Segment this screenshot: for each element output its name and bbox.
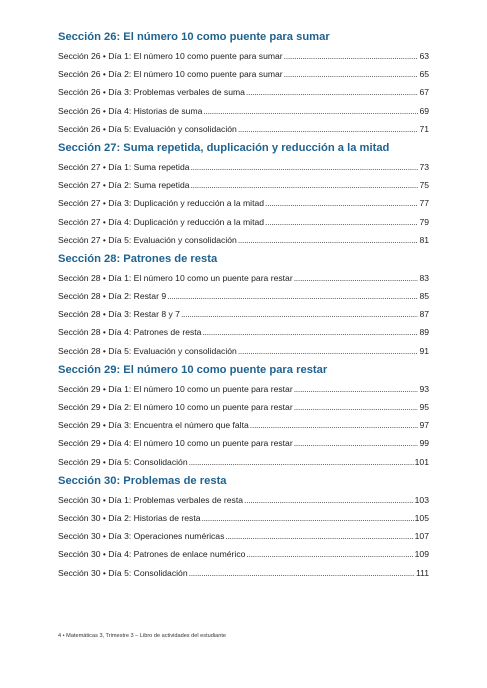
dot-leader [189,456,414,468]
entry-label: Sección 30 • Día 5: Consolidación [58,567,188,578]
toc-entry[interactable] [58,216,429,228]
section-heading: Sección 27: Suma repetida, duplicación y reducción a la mitad [58,141,390,154]
dot-leader [189,567,415,579]
toc-entry[interactable] [58,290,429,302]
entry-page-number: 97 [419,420,429,431]
entry-label: Sección 28 • Día 3: Restar 8 y 7 [58,309,180,320]
dot-leader [294,401,419,413]
dot-leader [191,161,419,173]
section-heading: Sección 28: Patrones de resta [58,252,218,265]
toc-entry[interactable] [58,567,429,579]
dot-leader [294,437,419,449]
entry-label: Sección 30 • Día 3: Operaciones numéricas [58,531,225,542]
dot-leader [265,197,418,209]
dot-leader [265,216,418,228]
toc-entry[interactable] [58,308,429,320]
entry-page-number: 63 [419,51,429,61]
entry-page-number: 81 [419,234,429,245]
entry-label: Sección 26 • Día 1: El número 10 como puente para sumar [58,51,283,61]
entry-label: Sección 30 • Día 1: Problemas verbales de resta [58,494,244,505]
entry-label: Sección 28 • Día 2: Restar 9 [58,291,167,302]
toc-entry[interactable] [58,401,429,413]
entry-label: Sección 28 • Día 1: El número 10 como un puente para restar [58,272,293,283]
entry-label: Sección 27 • Día 5: Evaluación y consolidación [58,234,237,245]
entry-page-number: 93 [419,383,429,394]
dot-leader [238,345,419,357]
page-footer: 4 • Matemáticas 3, Trimestre 3 – Libro de actividades del estudiante [58,633,226,639]
toc-entry[interactable] [58,161,429,173]
entry-page-number: 105 [414,512,429,523]
entry-page-number: 91 [419,345,429,356]
dot-leader [225,530,413,542]
toc-entry[interactable] [58,179,429,191]
entry-label: Sección 30 • Día 2: Historias de resta [58,512,201,523]
dot-leader [202,326,418,338]
toc-section-27 [58,141,429,246]
entry-page-number: 83 [419,272,429,283]
dot-leader [181,308,418,320]
toc-entry[interactable] [58,383,429,395]
dot-leader [244,494,414,506]
toc-entry[interactable] [58,50,429,62]
toc-entry[interactable] [58,437,429,449]
toc-entry[interactable] [58,530,429,542]
section-heading: Sección 30: Problemas de resta [58,474,227,487]
toc-entry[interactable] [58,512,429,524]
entry-label: Sección 29 • Día 5: Consolidación [58,456,188,467]
toc-entry[interactable] [58,326,429,338]
dot-leader [167,290,418,302]
toc-entry[interactable] [58,86,429,98]
entry-label: Sección 29 • Día 1: El número 10 como un puente para restar [58,383,293,394]
entry-label: Sección 27 • Día 2: Suma repetida [58,180,190,191]
toc-entry[interactable] [58,234,429,246]
entry-label: Sección 29 • Día 4: El número 10 como un puente para restar [58,438,293,449]
dot-leader [238,234,419,246]
entry-label: Sección 29 • Día 3: Encuentra el número que falta [58,420,249,431]
entry-page-number: 77 [419,198,429,209]
entry-page-number: 107 [414,531,429,542]
toc-entry[interactable] [58,419,429,431]
dot-leader [284,50,419,62]
toc-entry[interactable] [58,68,429,80]
entry-label: Sección 27 • Día 3: Duplicación y reducción a la mitad [58,198,265,209]
dot-leader [191,179,419,191]
entry-label: Sección 28 • Día 4: Patrones de resta [58,327,202,338]
entry-page-number: 75 [419,180,429,191]
dot-leader [294,383,419,395]
toc-entry[interactable] [58,123,429,135]
toc-section-28 [58,252,429,357]
table-of-contents [58,30,429,585]
toc-section-30 [58,474,429,579]
entry-page-number: 87 [419,309,429,320]
entry-label: Sección 28 • Día 5: Evaluación y consolidación [58,345,237,356]
entry-label: Sección 26 • Día 3: Problemas verbales de suma [58,87,245,98]
toc-section-29 [58,363,429,468]
dot-leader [202,512,414,524]
entry-page-number: 89 [419,327,429,338]
entry-page-number: 111 [415,567,429,578]
entry-page-number: 69 [419,105,429,116]
dot-leader [294,272,419,284]
toc-entry[interactable] [58,456,429,468]
section-heading: Sección 29: El número 10 como puente para restar [58,363,328,376]
toc-entry[interactable] [58,272,429,284]
dot-leader [284,68,419,80]
entry-label: Sección 29 • Día 2: El número 10 como un puente para restar [58,402,293,412]
entry-label: Sección 30 • Día 4: Patrones de enlace numérico [58,549,246,560]
entry-page-number: 65 [419,69,429,80]
section-heading: Sección 26: El número 10 como puente para sumar [58,31,330,43]
entry-page-number: 67 [419,87,429,98]
dot-leader [250,419,419,431]
entry-page-number: 85 [419,291,429,302]
entry-page-number: 71 [419,123,429,134]
entry-page-number: 73 [419,161,429,172]
entry-label: Sección 27 • Día 1: Suma repetida [58,161,190,172]
entry-label: Sección 27 • Día 4: Duplicación y reducción a la mitad [58,216,265,227]
entry-page-number: 101 [414,456,429,467]
toc-entry[interactable] [58,197,429,209]
toc-entry[interactable] [58,105,429,117]
entry-page-number: 79 [419,216,429,227]
entry-label: Sección 26 • Día 4: Historias de suma [58,105,203,116]
entry-label: Sección 26 • Día 2: El número 10 como puente para sumar [58,69,283,80]
dot-leader [203,105,418,117]
dot-leader [238,123,419,135]
toc-entry[interactable] [58,345,429,357]
entry-page-number: 109 [414,549,429,560]
toc-entry[interactable] [58,494,429,506]
dot-leader [246,548,413,560]
entry-page-number: 95 [419,402,429,412]
entry-page-number: 99 [419,438,429,449]
toc-entry[interactable] [58,548,429,560]
entry-page-number: 103 [414,494,429,505]
toc-section-26 [58,30,429,135]
dot-leader [246,86,419,98]
entry-label: Sección 26 • Día 5: Evaluación y consolidación [58,123,237,134]
